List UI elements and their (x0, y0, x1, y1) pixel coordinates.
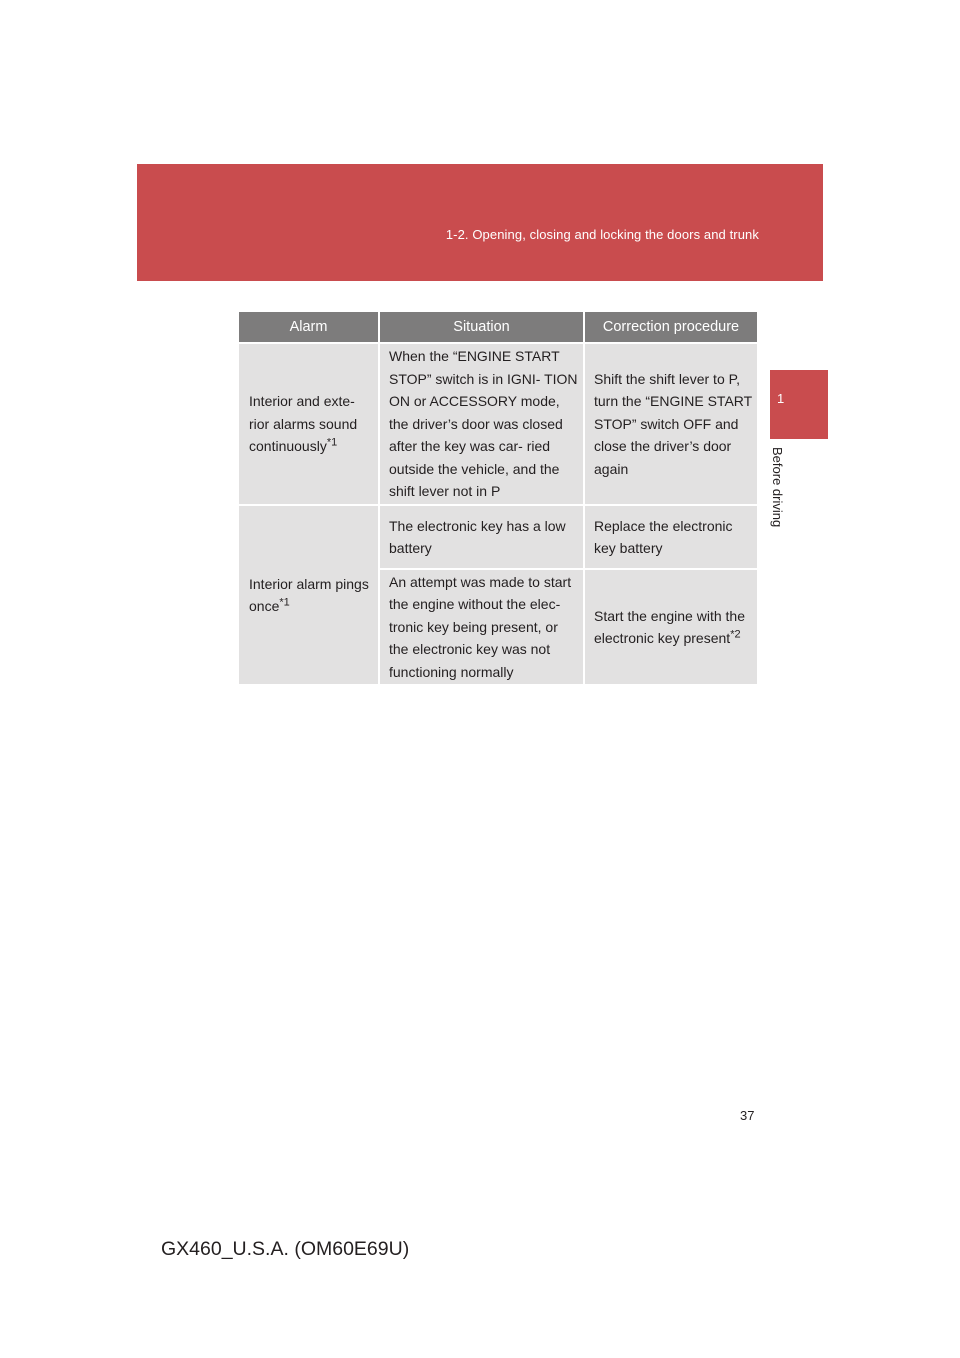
situation-cell: An attempt was made to start the engine without the elec- tronic key being present, or the electronic key was not functioning normally (379, 569, 584, 684)
situation-cell: When the “ENGINE START STOP” switch is in IGNI- TION ON or ACCESSORY mode, the driver’s door was closed after the key was car- ried outside the vehicle, and the shift lever not in P (379, 343, 584, 505)
alarm-text: Interior alarm pings once (249, 575, 369, 614)
column-header-alarm: Alarm (239, 312, 379, 343)
correction-text: Shift the shift lever to P, turn the “ENGINE START STOP” switch OFF and close the driver’s door again (594, 370, 752, 477)
footnote-marker: *1 (279, 596, 290, 609)
section-header-band (137, 164, 823, 281)
correction-text: Replace the electronic key battery (594, 517, 733, 556)
alarm-cell (239, 505, 379, 684)
table-header-row (239, 312, 757, 343)
chapter-label-container (769, 447, 789, 542)
footnote-marker: *1 (326, 436, 338, 449)
correction-cell (584, 569, 757, 684)
page-number: 37 (740, 1108, 755, 1123)
chapter-label: Before driving (770, 447, 785, 528)
column-header-correction: Correction procedure (584, 312, 757, 343)
correction-text: Start the engine with the electronic key present (594, 607, 745, 646)
alarm-table (239, 312, 757, 684)
table-row (239, 343, 757, 505)
alarm-text: Interior and exte- rior alarms sound continuously (249, 393, 358, 455)
footnote-marker: *2 (730, 628, 741, 641)
situation-cell: The electronic key has a low battery (379, 505, 584, 569)
chapter-tab (770, 370, 828, 439)
document-code: GX460_U.S.A. (OM60E69U) (161, 1238, 410, 1260)
correction-cell (584, 343, 757, 505)
section-title: 1-2. Opening, closing and locking the doors and trunk (445, 227, 759, 242)
correction-cell (584, 505, 757, 569)
table-row (239, 505, 757, 569)
alarm-cell (239, 343, 379, 505)
chapter-number: 1 (777, 391, 785, 406)
column-header-situation: Situation (379, 312, 584, 343)
